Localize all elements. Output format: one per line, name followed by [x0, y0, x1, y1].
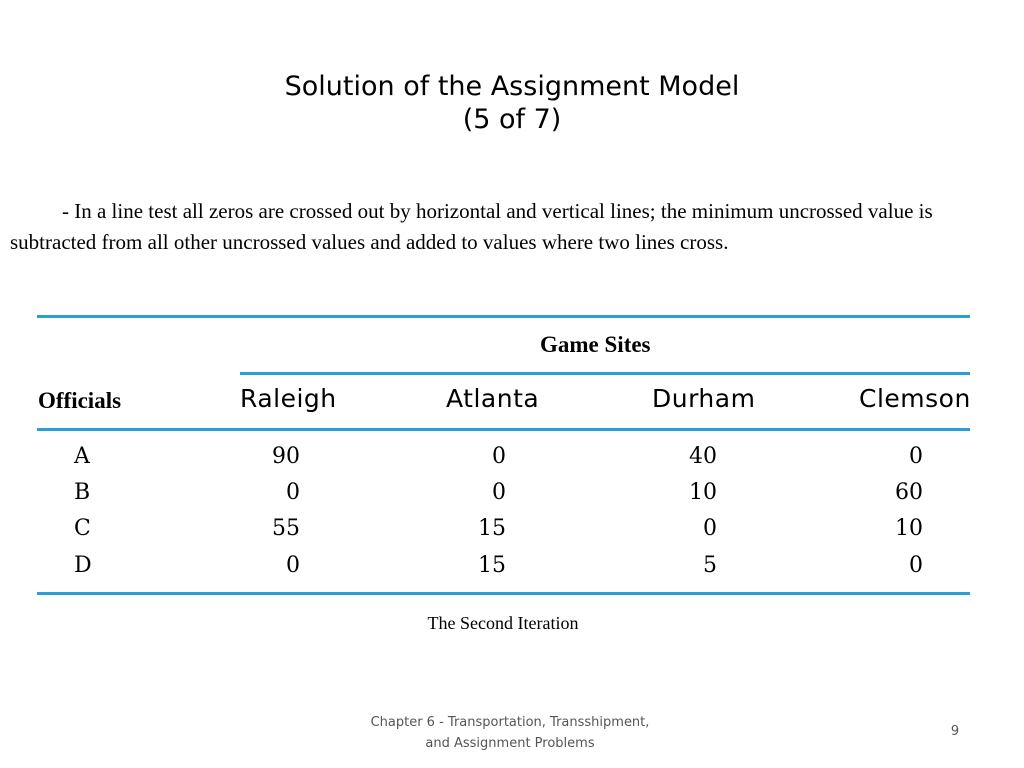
column-header-raleigh: Raleigh — [240, 384, 337, 413]
slide-footer — [310, 712, 710, 754]
slide-title-line2: (5 of 7) — [462, 104, 562, 135]
table-cell: 55 — [272, 516, 300, 541]
table-cell: 10 — [895, 516, 923, 541]
table-top-rule — [37, 315, 970, 318]
table-cell: 0 — [286, 553, 300, 578]
table-cell: 0 — [286, 480, 300, 505]
slide-title — [0, 70, 1024, 136]
table-cell: 15 — [478, 553, 506, 578]
table-cell: 0 — [492, 480, 506, 505]
row-label-b: B — [74, 480, 91, 505]
footer-line2: and Assignment Problems — [425, 736, 595, 751]
table-cell: 10 — [689, 480, 717, 505]
table-cell: 0 — [492, 444, 506, 469]
header-bottom-rule — [37, 428, 970, 431]
column-header-durham: Durham — [652, 384, 756, 413]
table-caption: The Second Iteration — [427, 613, 579, 633]
table-cell: 40 — [689, 444, 717, 469]
table-bottom-rule — [37, 592, 970, 595]
table-cell: 90 — [272, 444, 300, 469]
table-cell: 60 — [895, 480, 923, 505]
body-paragraph: - In a line test all zeros are crossed out by horizontal and vertical lines; the minimum uncrossed value is subtracted from all other uncrossed values and added to values where two lines cross. — [10, 199, 933, 254]
table-cell: 0 — [703, 516, 717, 541]
column-header-clemson: Clemson — [859, 384, 971, 413]
table-cell: 15 — [478, 516, 506, 541]
column-header-atlanta: Atlanta — [446, 384, 540, 413]
table-cell: 0 — [909, 444, 923, 469]
table-cell: 0 — [909, 553, 923, 578]
game-sites-header: Game Sites — [540, 332, 651, 357]
row-label-a: A — [74, 444, 90, 469]
footer-line1: Chapter 6 - Transportation, Transshipment, — [370, 715, 650, 730]
game-sites-rule — [240, 372, 970, 375]
table-cell: 5 — [703, 553, 717, 578]
officials-header: Officials — [38, 388, 122, 413]
slide-title-line1: Solution of the Assignment Model — [284, 71, 740, 102]
row-label-d: D — [74, 553, 92, 578]
row-label-c: C — [74, 516, 91, 541]
page-number: 9 — [950, 724, 960, 739]
